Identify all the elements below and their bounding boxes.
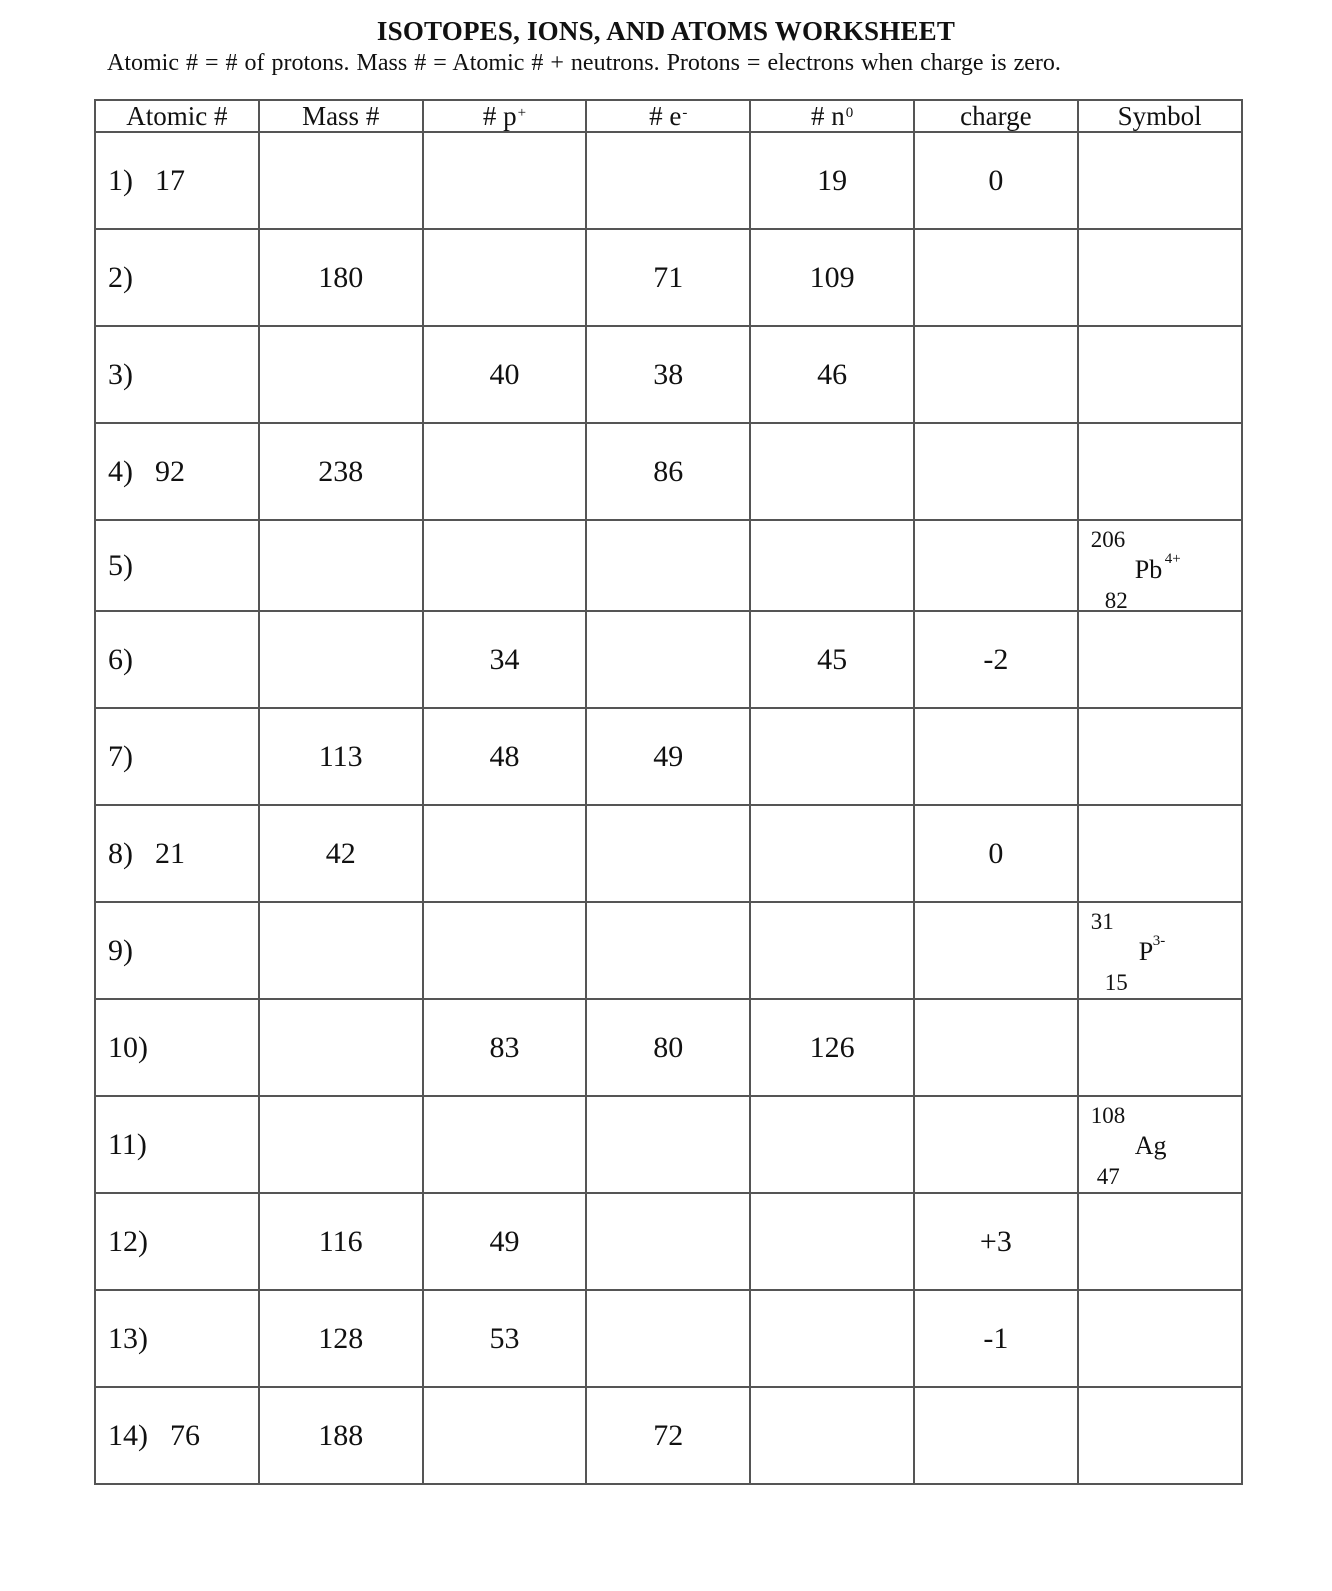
- mass-number-cell[interactable]: [259, 423, 423, 520]
- protons-value: 40: [489, 357, 520, 391]
- protons-cell[interactable]: [423, 611, 587, 708]
- header-electrons: # e-: [586, 100, 750, 132]
- charge-cell[interactable]: [914, 999, 1078, 1096]
- nuclide-element-symbol: P: [1138, 937, 1154, 966]
- neutrons-cell[interactable]: [750, 1096, 914, 1193]
- row-number-cell[interactable]: [95, 423, 259, 520]
- mass-number-cell[interactable]: [259, 1387, 423, 1484]
- neutrons-value: 19: [817, 163, 848, 197]
- row-label: 7): [108, 739, 133, 773]
- row-number-cell[interactable]: [95, 805, 259, 902]
- header-symbol: Symbol: [1078, 100, 1242, 132]
- worksheet-table: [94, 99, 1243, 1485]
- charge-cell[interactable]: [914, 520, 1078, 611]
- charge-value: 0: [988, 163, 1004, 197]
- neutrons-cell[interactable]: [750, 520, 914, 611]
- charge-cell[interactable]: [914, 229, 1078, 326]
- protons-cell[interactable]: [423, 708, 587, 805]
- row-label: 12): [108, 1224, 148, 1258]
- row-number-cell[interactable]: [95, 999, 259, 1096]
- row-number-cell[interactable]: [95, 1193, 259, 1290]
- electrons-cell[interactable]: [586, 805, 750, 902]
- protons-cell[interactable]: [423, 326, 587, 423]
- neutrons-cell[interactable]: [750, 326, 914, 423]
- charge-cell[interactable]: [914, 805, 1078, 902]
- protons-cell[interactable]: [423, 1290, 587, 1387]
- protons-value: 53: [489, 1321, 520, 1355]
- nuclide-charge: 4+: [1164, 551, 1181, 567]
- nuclide-symbol: [1079, 1097, 1241, 1192]
- table-row: [95, 132, 1242, 229]
- mass-number-value: 113: [318, 739, 363, 773]
- symbol-cell[interactable]: [1078, 999, 1242, 1096]
- neutrons-cell[interactable]: [750, 805, 914, 902]
- electrons-cell[interactable]: [586, 520, 750, 611]
- row-label: 14): [108, 1418, 148, 1452]
- atomic-number-value: 17: [155, 163, 185, 197]
- header-atomic-number: Atomic #: [95, 100, 259, 132]
- electrons-cell[interactable]: [586, 1387, 750, 1484]
- row-number-cell[interactable]: [95, 229, 259, 326]
- electrons-cell[interactable]: [586, 423, 750, 520]
- header-row: [95, 100, 1242, 132]
- electrons-cell[interactable]: [586, 902, 750, 999]
- charge-value: +3: [979, 1224, 1012, 1258]
- charge-value: -2: [983, 642, 1009, 676]
- symbol-cell[interactable]: [1078, 902, 1242, 999]
- symbol-cell[interactable]: [1078, 611, 1242, 708]
- neutrons-value: 45: [817, 642, 848, 676]
- header-neutrons: # $n^0$: [750, 100, 914, 132]
- mass-number-value: 128: [318, 1321, 364, 1355]
- charge-cell[interactable]: [914, 1290, 1078, 1387]
- electrons-cell[interactable]: [586, 1193, 750, 1290]
- mass-number-cell[interactable]: [259, 132, 423, 229]
- mass-number-cell[interactable]: [259, 902, 423, 999]
- row-number-cell[interactable]: [95, 326, 259, 423]
- row-number-cell[interactable]: [95, 708, 259, 805]
- protons-cell[interactable]: [423, 132, 587, 229]
- header-protons: # p+: [423, 100, 587, 132]
- mass-number-cell[interactable]: [259, 611, 423, 708]
- table-row: [95, 229, 1242, 326]
- table-row: [95, 708, 1242, 805]
- electrons-value: 72: [653, 1418, 684, 1452]
- charge-value: 0: [988, 836, 1004, 870]
- symbol-cell[interactable]: [1078, 1193, 1242, 1290]
- neutrons-cell[interactable]: [750, 708, 914, 805]
- nuclide-mass-number: 206: [1090, 527, 1126, 552]
- nuclide-symbol: [1079, 903, 1241, 998]
- electrons-cell[interactable]: [586, 1096, 750, 1193]
- electrons-value: 71: [653, 260, 684, 294]
- symbol-cell[interactable]: [1078, 1096, 1242, 1193]
- mass-number-cell[interactable]: [259, 999, 423, 1096]
- row-number-cell[interactable]: [95, 902, 259, 999]
- atomic-number-value: 92: [155, 454, 185, 488]
- atomic-number-value: 21: [155, 836, 185, 870]
- row-number-cell[interactable]: [95, 1096, 259, 1193]
- table-row: [95, 1096, 1242, 1193]
- charge-cell[interactable]: [914, 326, 1078, 423]
- row-label: 5): [108, 548, 133, 582]
- table-row: [95, 805, 1242, 902]
- protons-cell[interactable]: [423, 805, 587, 902]
- symbol-cell[interactable]: [1078, 229, 1242, 326]
- symbol-cell[interactable]: [1078, 1290, 1242, 1387]
- electrons-cell[interactable]: [586, 132, 750, 229]
- neutrons-cell[interactable]: [750, 1193, 914, 1290]
- electrons-value: 80: [653, 1030, 684, 1064]
- protons-cell[interactable]: [423, 229, 587, 326]
- electrons-cell[interactable]: [586, 611, 750, 708]
- neutrons-cell[interactable]: [750, 132, 914, 229]
- row-label: 2): [108, 260, 133, 294]
- nuclide-atomic-number: 82: [1104, 588, 1128, 613]
- atomic-number-value: 76: [170, 1418, 200, 1452]
- header-mass-number: Mass #: [259, 100, 423, 132]
- neutrons-value: 46: [817, 357, 848, 391]
- table-row: [95, 999, 1242, 1096]
- charge-cell[interactable]: [914, 902, 1078, 999]
- table-row: [95, 423, 1242, 520]
- protons-value: 34: [489, 642, 520, 676]
- neutrons-cell[interactable]: [750, 1290, 914, 1387]
- mass-number-value: 238: [318, 454, 364, 488]
- nuclide-element-symbol: Ag: [1134, 1131, 1167, 1160]
- electrons-value: 49: [653, 739, 684, 773]
- worksheet-title: ISOTOPES, IONS, AND ATOMS WORKSHEET: [376, 16, 956, 46]
- neutrons-value: 109: [809, 260, 855, 294]
- table-row: [95, 520, 1242, 611]
- mass-number-value: 180: [318, 260, 364, 294]
- mass-number-value: 188: [318, 1418, 364, 1452]
- protons-value: 48: [489, 739, 520, 773]
- nuclide-charge: 3-: [1152, 933, 1166, 949]
- symbol-cell[interactable]: [1078, 1387, 1242, 1484]
- protons-cell[interactable]: [423, 999, 587, 1096]
- mass-number-cell[interactable]: [259, 805, 423, 902]
- table-row: [95, 902, 1242, 999]
- protons-cell[interactable]: [423, 902, 587, 999]
- nuclide-mass-number: 31: [1090, 909, 1114, 934]
- nuclide-mass-number: 108: [1090, 1103, 1126, 1128]
- table-row: [95, 611, 1242, 708]
- symbol-cell[interactable]: [1078, 423, 1242, 520]
- symbol-cell[interactable]: [1078, 132, 1242, 229]
- electrons-cell[interactable]: [586, 1290, 750, 1387]
- charge-cell[interactable]: [914, 423, 1078, 520]
- row-number-cell[interactable]: [95, 132, 259, 229]
- mass-number-cell[interactable]: [259, 520, 423, 611]
- charge-cell[interactable]: [914, 708, 1078, 805]
- electrons-value: 38: [653, 357, 684, 391]
- row-number-cell[interactable]: [95, 1290, 259, 1387]
- protons-value: 49: [489, 1224, 520, 1258]
- neutrons-cell[interactable]: [750, 611, 914, 708]
- symbol-cell[interactable]: [1078, 708, 1242, 805]
- nuclide-element-symbol: Pb: [1134, 555, 1163, 584]
- row-number-cell[interactable]: [95, 611, 259, 708]
- charge-cell[interactable]: [914, 1387, 1078, 1484]
- neutrons-value: 126: [809, 1030, 855, 1064]
- neutrons-cell[interactable]: [750, 902, 914, 999]
- mass-number-cell[interactable]: [259, 1096, 423, 1193]
- neutrons-cell[interactable]: [750, 1387, 914, 1484]
- nuclide-atomic-number: 15: [1104, 970, 1128, 995]
- symbol-cell[interactable]: [1078, 326, 1242, 423]
- header-charge: charge: [914, 100, 1078, 132]
- row-label: 8): [108, 836, 133, 870]
- mass-number-value: 116: [318, 1224, 363, 1258]
- neutrons-cell[interactable]: [750, 423, 914, 520]
- charge-cell[interactable]: [914, 1193, 1078, 1290]
- protons-cell[interactable]: [423, 1193, 587, 1290]
- electrons-cell[interactable]: [586, 229, 750, 326]
- worksheet-instructions: Atomic # = # of protons. Mass # = Atomic # + neutrons. Protons = electrons when charge is zero.: [107, 50, 1061, 76]
- row-number-cell[interactable]: [95, 1387, 259, 1484]
- protons-value: 83: [489, 1030, 520, 1064]
- mass-number-cell[interactable]: [259, 326, 423, 423]
- electrons-cell[interactable]: [586, 999, 750, 1096]
- mass-number-cell[interactable]: [259, 1290, 423, 1387]
- mass-number-cell[interactable]: [259, 229, 423, 326]
- row-number-cell[interactable]: [95, 520, 259, 611]
- row-label: 3): [108, 357, 133, 391]
- row-label: 10): [108, 1030, 148, 1064]
- row-label: 13): [108, 1321, 148, 1355]
- table-row: [95, 326, 1242, 423]
- row-label: 1): [108, 163, 133, 197]
- mass-number-value: 42: [325, 836, 356, 870]
- protons-cell[interactable]: [423, 1096, 587, 1193]
- row-label: 4): [108, 454, 133, 488]
- table-row: [95, 1387, 1242, 1484]
- charge-value: -1: [983, 1321, 1009, 1355]
- table-row: [95, 1193, 1242, 1290]
- charge-cell[interactable]: [914, 611, 1078, 708]
- protons-cell[interactable]: [423, 1387, 587, 1484]
- electrons-cell[interactable]: [586, 326, 750, 423]
- table-row: [95, 1290, 1242, 1387]
- neutrons-cell[interactable]: [750, 229, 914, 326]
- symbol-cell[interactable]: [1078, 805, 1242, 902]
- electrons-cell[interactable]: [586, 708, 750, 805]
- symbol-cell[interactable]: [1078, 520, 1242, 611]
- charge-cell[interactable]: [914, 132, 1078, 229]
- mass-number-cell[interactable]: [259, 708, 423, 805]
- charge-cell[interactable]: [914, 1096, 1078, 1193]
- protons-cell[interactable]: [423, 520, 587, 611]
- protons-cell[interactable]: [423, 423, 587, 520]
- row-label: 11): [108, 1127, 147, 1161]
- electrons-value: 86: [653, 454, 684, 488]
- neutrons-cell[interactable]: [750, 999, 914, 1096]
- row-label: 6): [108, 642, 133, 676]
- nuclide-symbol: [1079, 521, 1241, 613]
- mass-number-cell[interactable]: [259, 1193, 423, 1290]
- nuclide-atomic-number: 47: [1096, 1164, 1120, 1189]
- row-label: 9): [108, 933, 133, 967]
